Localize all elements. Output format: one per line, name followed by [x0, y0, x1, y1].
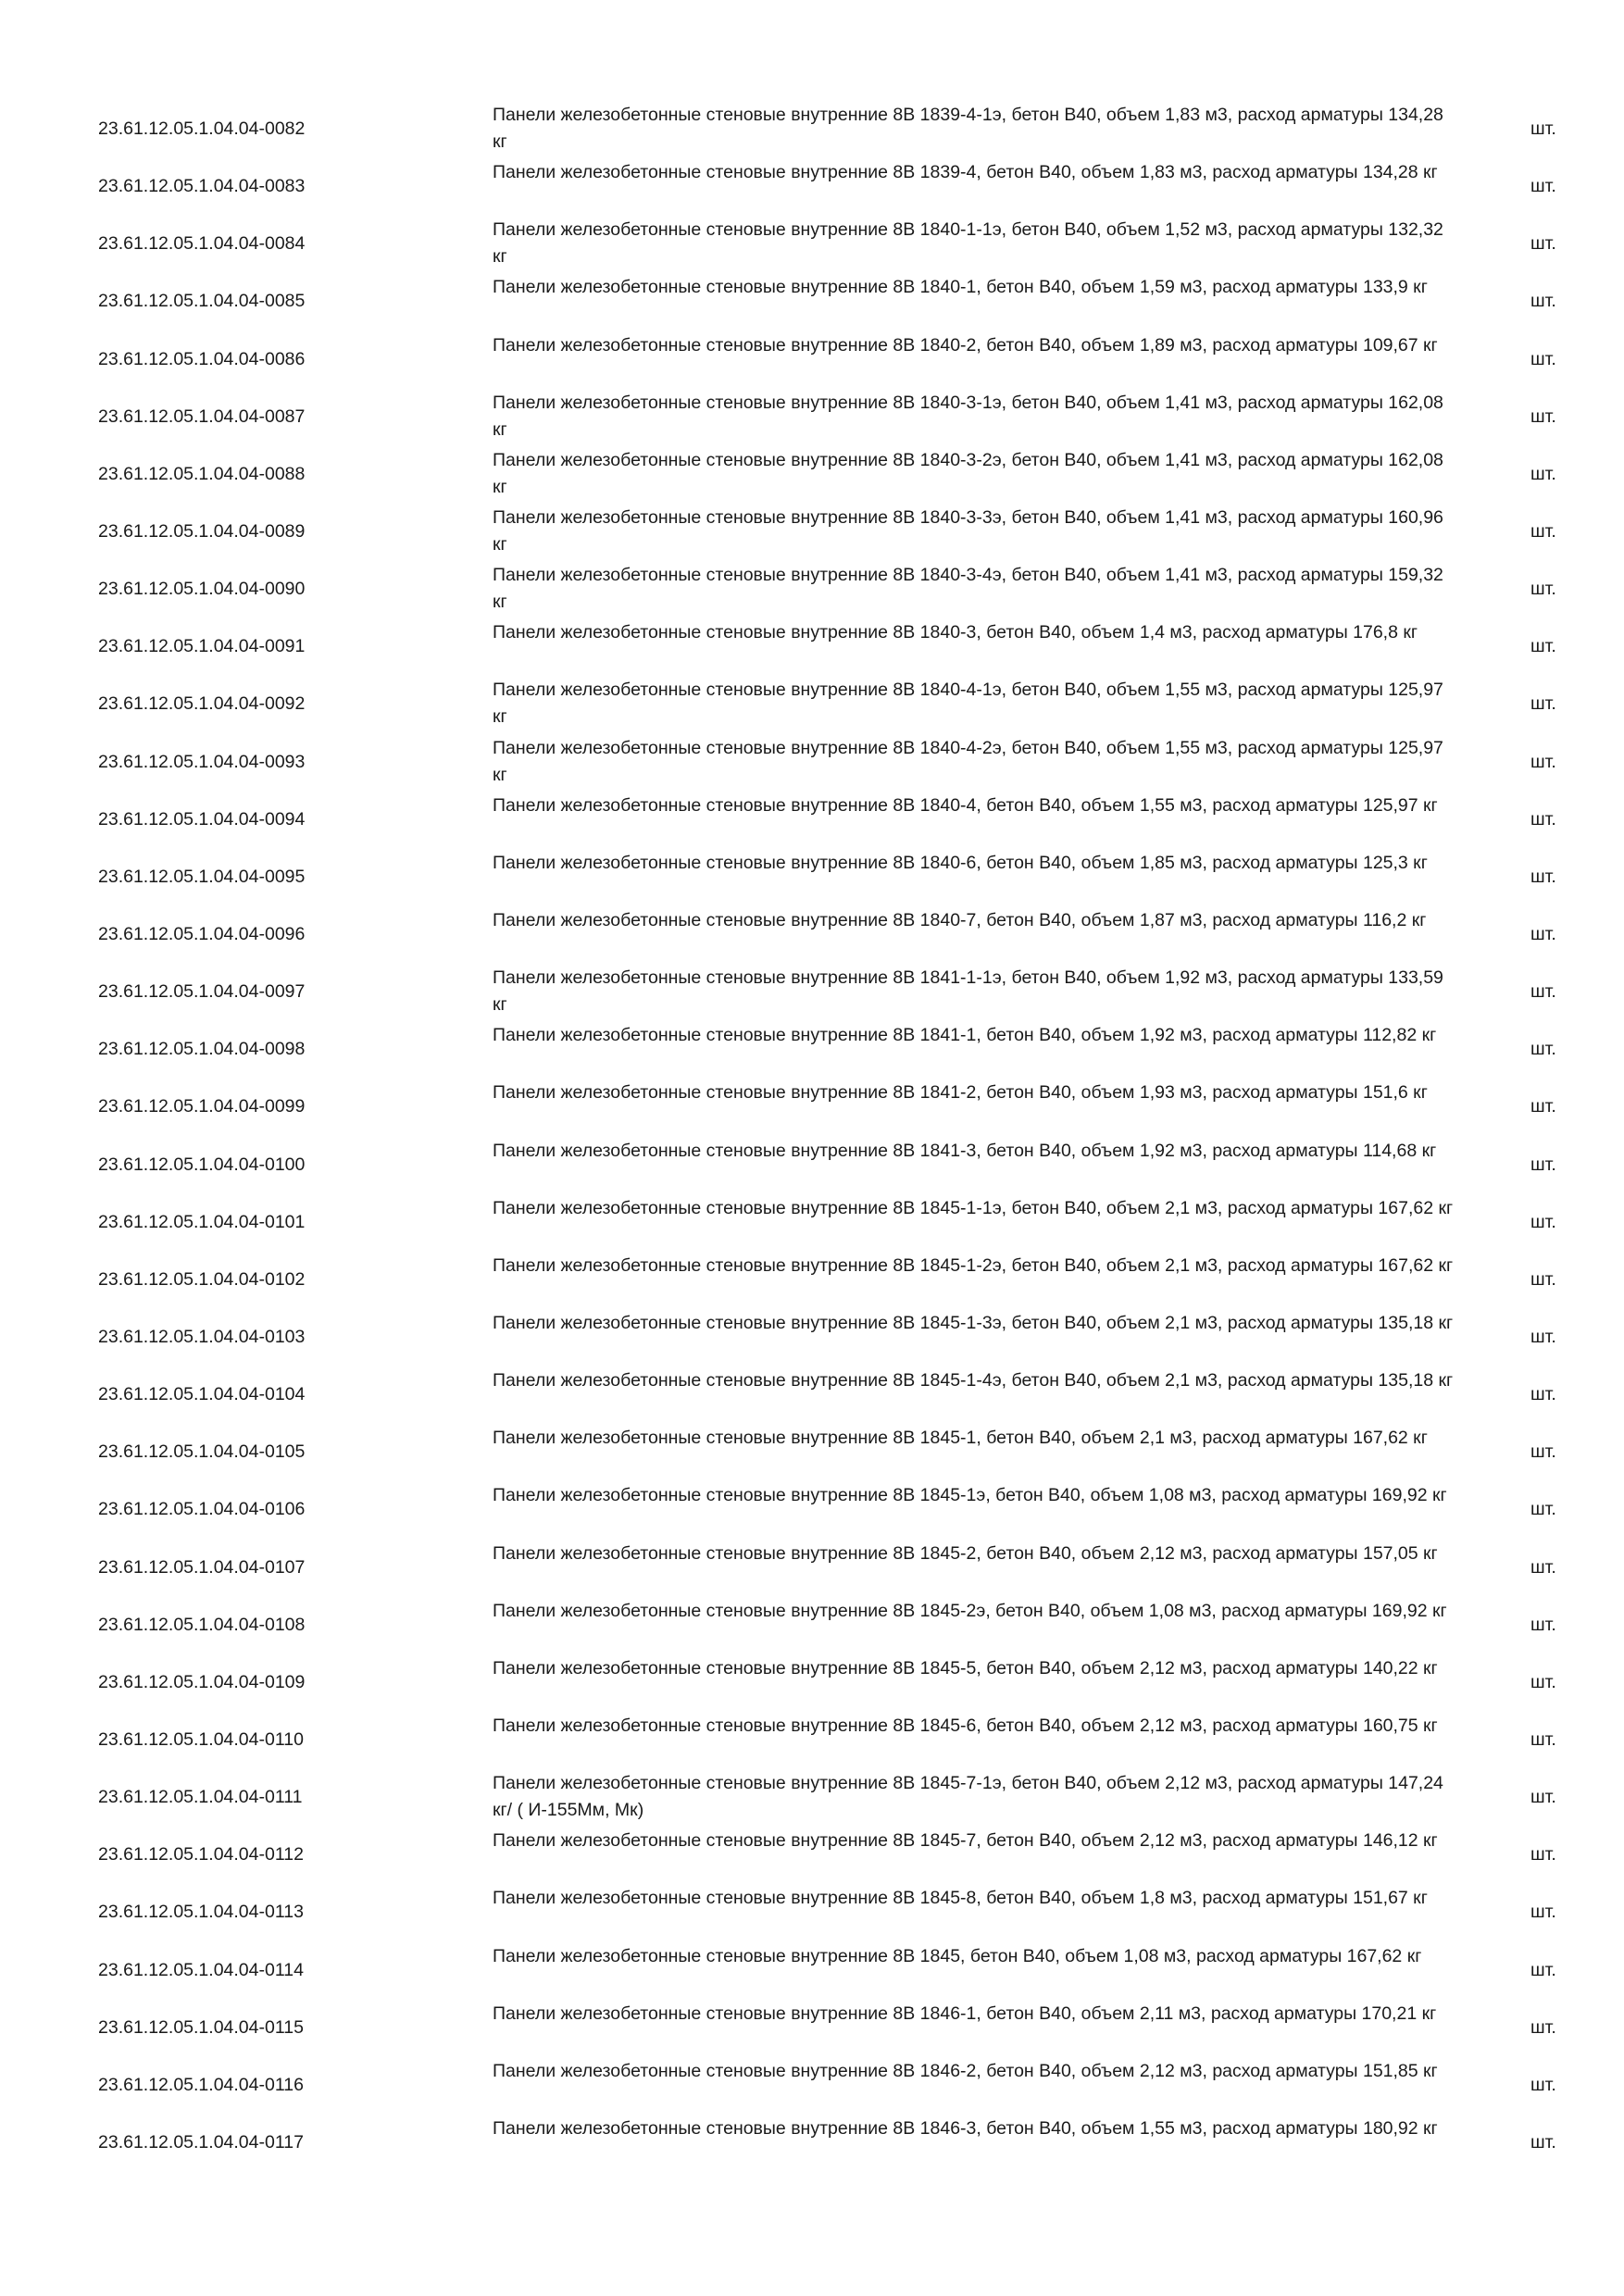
row-code: 23.61.12.05.1.04.04-0117: [98, 2131, 304, 2152]
row-name: Панели железобетонные стеновые внутренние 8В 1845-1-4э, бетон В40, объем 2,1 м3, расход арматуры 135,18 кг: [493, 1370, 1454, 1391]
row-unit: шт.: [1530, 579, 1556, 600]
table-row: [0, 560, 1624, 618]
table-row: [0, 1480, 1624, 1538]
row-name: Панели железобетонные стеновые внутренние 8В 1840-3, бетон В40, объем 1,4 м3, расход арматуры 176,8 кг: [493, 622, 1418, 643]
table-row: [0, 388, 1624, 445]
row-code: 23.61.12.05.1.04.04-0100: [98, 1154, 306, 1175]
table-row: [0, 2056, 1624, 2114]
row-unit: шт.: [1530, 119, 1556, 139]
row-unit: шт.: [1530, 1326, 1556, 1347]
row-code: 23.61.12.05.1.04.04-0110: [98, 1728, 304, 1750]
row-code: 23.61.12.05.1.04.04-0103: [98, 1326, 306, 1347]
row-unit: шт.: [1530, 463, 1556, 484]
row-name: Панели железобетонные стеновые внутренние 8В 1841-1-1э, бетон В40, объем 1,92 м3, расход арматуры 133,59 кг: [493, 967, 1443, 1016]
row-code: 23.61.12.05.1.04.04-0116: [98, 2074, 304, 2095]
row-unit: шт.: [1530, 233, 1556, 255]
table-row: [0, 503, 1624, 560]
row-code: 23.61.12.05.1.04.04-0107: [98, 1556, 306, 1578]
table-row: [0, 1883, 1624, 1940]
row-code: 23.61.12.05.1.04.04-0113: [98, 1902, 304, 1923]
row-unit: шт.: [1530, 348, 1556, 369]
row-unit: шт.: [1530, 176, 1556, 197]
row-unit: шт.: [1530, 1959, 1556, 1980]
row-name: Панели железобетонные стеновые внутренние 8В 1840-3-3э, бетон В40, объем 1,41 м3, расход арматуры 160,96 кг: [493, 506, 1443, 555]
row-unit: шт.: [1530, 2131, 1556, 2152]
row-unit: шт.: [1530, 2016, 1556, 2038]
row-code: 23.61.12.05.1.04.04-0108: [98, 1614, 306, 1635]
table-row: [0, 675, 1624, 732]
row-unit: шт.: [1530, 1902, 1556, 1923]
table-row: [0, 1768, 1624, 1826]
table-row: [0, 848, 1624, 905]
table-row: [0, 1251, 1624, 1308]
table-row: [0, 1539, 1624, 1596]
table-row: [0, 331, 1624, 388]
row-code: 23.61.12.05.1.04.04-0094: [98, 808, 306, 830]
row-code: 23.61.12.05.1.04.04-0104: [98, 1384, 306, 1405]
table-row: [0, 1999, 1624, 2056]
row-code: 23.61.12.05.1.04.04-0086: [98, 348, 306, 369]
row-code: 23.61.12.05.1.04.04-0102: [98, 1268, 306, 1290]
row-name: Панели железобетонные стеновые внутренние 8В 1840-4, бетон В40, объем 1,55 м3, расход арматуры 125,97 кг: [493, 794, 1438, 816]
row-code: 23.61.12.05.1.04.04-0092: [98, 693, 306, 715]
table-row: [0, 733, 1624, 791]
row-code: 23.61.12.05.1.04.04-0111: [98, 1787, 303, 1808]
row-name: Панели железобетонные стеновые внутренние 8В 1845-7, бетон В40, объем 2,12 м3, расход арматуры 146,12 кг: [493, 1830, 1438, 1852]
row-code: 23.61.12.05.1.04.04-0082: [98, 119, 306, 139]
row-name: Панели железобетонные стеновые внутренние 8В 1839-4, бетон В40, объем 1,83 м3, расход арматуры 134,28 кг: [493, 162, 1438, 183]
table-row: [0, 905, 1624, 963]
row-code: 23.61.12.05.1.04.04-0085: [98, 291, 306, 312]
row-name: Панели железобетонные стеновые внутренние 8В 1845-7-1э, бетон В40, объем 2,12 м3, расход арматуры 147,24 кг/ ( И-155Мм, Мк): [493, 1773, 1443, 1821]
table-row: [0, 1596, 1624, 1653]
row-code: 23.61.12.05.1.04.04-0115: [98, 2016, 304, 2038]
row-name: Панели железобетонные стеновые внутренние 8В 1845-1, бетон В40, объем 2,1 м3, расход арматуры 167,62 кг: [493, 1428, 1428, 1449]
row-unit: шт.: [1530, 1844, 1556, 1866]
row-code: 23.61.12.05.1.04.04-0097: [98, 981, 306, 1003]
table-row: [0, 215, 1624, 272]
row-unit: шт.: [1530, 1728, 1556, 1750]
row-name: Панели железобетонные стеновые внутренние 8В 1845-8, бетон В40, объем 1,8 м3, расход арматуры 151,67 кг: [493, 1888, 1428, 1909]
row-unit: шт.: [1530, 1671, 1556, 1692]
row-code: 23.61.12.05.1.04.04-0093: [98, 751, 306, 772]
table-row: [0, 2114, 1624, 2171]
row-code: 23.61.12.05.1.04.04-0106: [98, 1499, 306, 1520]
row-code: 23.61.12.05.1.04.04-0087: [98, 406, 306, 427]
row-name: Панели железобетонные стеновые внутренние 8В 1840-7, бетон В40, объем 1,87 м3, расход арматуры 116,2 кг: [493, 909, 1427, 930]
row-name: Панели железобетонные стеновые внутренние 8В 1840-3-4э, бетон В40, объем 1,41 м3, расход арматуры 159,32 кг: [493, 565, 1443, 613]
row-code: 23.61.12.05.1.04.04-0109: [98, 1671, 306, 1692]
row-unit: шт.: [1530, 693, 1556, 715]
row-name: Панели железобетонные стеновые внутренние 8В 1840-4-2э, бетон В40, объем 1,55 м3, расход арматуры 125,97 кг: [493, 737, 1443, 785]
table-row: [0, 1020, 1624, 1078]
row-unit: шт.: [1530, 981, 1556, 1003]
price-table: [0, 100, 1624, 2171]
row-unit: шт.: [1530, 866, 1556, 887]
row-unit: шт.: [1530, 406, 1556, 427]
row-code: 23.61.12.05.1.04.04-0083: [98, 176, 306, 197]
table-row: [0, 1826, 1624, 1883]
row-name: Панели железобетонные стеновые внутренние 8В 1840-3-2э, бетон В40, объем 1,41 м3, расход арматуры 162,08 кг: [493, 449, 1443, 497]
table-row: [0, 1653, 1624, 1711]
row-unit: шт.: [1530, 808, 1556, 830]
row-name: Панели железобетонные стеновые внутренние 8В 1840-4-1э, бетон В40, объем 1,55 м3, расход арматуры 125,97 кг: [493, 680, 1443, 728]
table-row: [0, 618, 1624, 675]
row-name: Панели железобетонные стеновые внутренние 8В 1845-1-1э, бетон В40, объем 2,1 м3, расход арматуры 167,62 кг: [493, 1197, 1454, 1218]
row-code: 23.61.12.05.1.04.04-0084: [98, 233, 306, 255]
row-code: 23.61.12.05.1.04.04-0098: [98, 1039, 306, 1060]
row-code: 23.61.12.05.1.04.04-0088: [98, 463, 306, 484]
row-unit: шт.: [1530, 923, 1556, 944]
row-unit: шт.: [1530, 1614, 1556, 1635]
table-row: [0, 272, 1624, 330]
table-row: [0, 1423, 1624, 1480]
row-name: Панели железобетонные стеновые внутренние 8В 1845-2э, бетон В40, объем 1,08 м3, расход арматуры 169,92 кг: [493, 1600, 1447, 1621]
table-row: [0, 1366, 1624, 1423]
table-row: [0, 791, 1624, 848]
row-unit: шт.: [1530, 636, 1556, 657]
row-unit: шт.: [1530, 1441, 1556, 1463]
row-unit: шт.: [1530, 1039, 1556, 1060]
table-row: [0, 1136, 1624, 1193]
row-unit: шт.: [1530, 1499, 1556, 1520]
table-row: [0, 1711, 1624, 1768]
row-code: 23.61.12.05.1.04.04-0112: [98, 1844, 304, 1866]
row-name: Панели железобетонные стеновые внутренние 8В 1840-1-1э, бетон В40, объем 1,52 м3, расход арматуры 132,32 кг: [493, 219, 1443, 268]
row-name: Панели железобетонные стеновые внутренние 8В 1840-3-1э, бетон В40, объем 1,41 м3, расход арматуры 162,08 кг: [493, 392, 1443, 440]
row-name: Панели железобетонные стеновые внутренние 8В 1845-5, бетон В40, объем 2,12 м3, расход арматуры 140,22 кг: [493, 1657, 1438, 1678]
row-name: Панели железобетонные стеновые внутренние 8В 1841-2, бетон В40, объем 1,93 м3, расход арматуры 151,6 кг: [493, 1082, 1428, 1104]
table-row: [0, 445, 1624, 503]
row-code: 23.61.12.05.1.04.04-0095: [98, 866, 306, 887]
table-row: [0, 1193, 1624, 1251]
row-code: 23.61.12.05.1.04.04-0089: [98, 520, 306, 542]
row-code: 23.61.12.05.1.04.04-0099: [98, 1096, 306, 1117]
table-row: [0, 100, 1624, 157]
row-unit: шт.: [1530, 1787, 1556, 1808]
row-name: Панели железобетонные стеновые внутренние 8В 1840-1, бетон В40, объем 1,59 м3, расход арматуры 133,9 кг: [493, 277, 1428, 298]
row-unit: шт.: [1530, 751, 1556, 772]
row-code: 23.61.12.05.1.04.04-0105: [98, 1441, 306, 1463]
table-row: [0, 157, 1624, 215]
row-code: 23.61.12.05.1.04.04-0090: [98, 579, 306, 600]
row-name: Панели железобетонные стеновые внутренние 8В 1845-1-3э, бетон В40, объем 2,1 м3, расход арматуры 135,18 кг: [493, 1312, 1454, 1333]
row-unit: шт.: [1530, 1154, 1556, 1175]
row-unit: шт.: [1530, 291, 1556, 312]
row-unit: шт.: [1530, 1268, 1556, 1290]
row-name: Панели железобетонные стеновые внутренние 8В 1845-1-2э, бетон В40, объем 2,1 м3, расход арматуры 167,62 кг: [493, 1254, 1454, 1276]
row-name: Панели железобетонные стеновые внутренние 8В 1840-6, бетон В40, объем 1,85 м3, расход арматуры 125,3 кг: [493, 852, 1428, 873]
row-unit: шт.: [1530, 2074, 1556, 2095]
row-name: Панели железобетонные стеновые внутренние 8В 1845, бетон В40, объем 1,08 м3, расход арматуры 167,62 кг: [493, 1945, 1422, 1966]
row-name: Панели железобетонные стеновые внутренние 8В 1841-3, бетон В40, объем 1,92 м3, расход арматуры 114,68 кг: [493, 1140, 1437, 1161]
row-name: Панели железобетонные стеновые внутренние 8В 1839-4-1э, бетон В40, объем 1,83 м3, расход арматуры 134,28 кг: [493, 105, 1443, 152]
table-row: [0, 1308, 1624, 1366]
row-name: Панели железобетонные стеновые внутренние 8В 1841-1, бетон В40, объем 1,92 м3, расход арматуры 112,82 кг: [493, 1025, 1437, 1046]
row-name: Панели железобетонные стеновые внутренние 8В 1840-2, бетон В40, объем 1,89 м3, расход арматуры 109,67 кг: [493, 334, 1438, 356]
row-code: 23.61.12.05.1.04.04-0101: [98, 1211, 306, 1232]
table-row: [0, 1941, 1624, 1999]
row-unit: шт.: [1530, 1096, 1556, 1117]
table-row: [0, 963, 1624, 1020]
row-code: 23.61.12.05.1.04.04-0114: [98, 1959, 304, 1980]
row-unit: шт.: [1530, 1384, 1556, 1405]
row-unit: шт.: [1530, 1211, 1556, 1232]
row-name: Панели железобетонные стеновые внутренние 8В 1845-6, бетон В40, объем 2,12 м3, расход арматуры 160,75 кг: [493, 1715, 1438, 1736]
row-unit: шт.: [1530, 1556, 1556, 1578]
row-name: Панели железобетонные стеновые внутренние 8В 1845-1э, бетон В40, объем 1,08 м3, расход арматуры 169,92 кг: [493, 1485, 1447, 1506]
row-name: Панели железобетонные стеновые внутренние 8В 1846-1, бетон В40, объем 2,11 м3, расход арматуры 170,21 кг: [493, 2003, 1437, 2024]
row-name: Панели железобетонные стеновые внутренние 8В 1846-3, бетон В40, объем 1,55 м3, расход арматуры 180,92 кг: [493, 2117, 1438, 2139]
table-row: [0, 1078, 1624, 1135]
row-code: 23.61.12.05.1.04.04-0096: [98, 923, 306, 944]
row-name: Панели железобетонные стеновые внутренние 8В 1845-2, бетон В40, объем 2,12 м3, расход арматуры 157,05 кг: [493, 1542, 1438, 1564]
row-unit: шт.: [1530, 520, 1556, 542]
row-code: 23.61.12.05.1.04.04-0091: [98, 636, 306, 657]
row-name: Панели железобетонные стеновые внутренние 8В 1846-2, бетон В40, объем 2,12 м3, расход арматуры 151,85 кг: [493, 2060, 1438, 2081]
